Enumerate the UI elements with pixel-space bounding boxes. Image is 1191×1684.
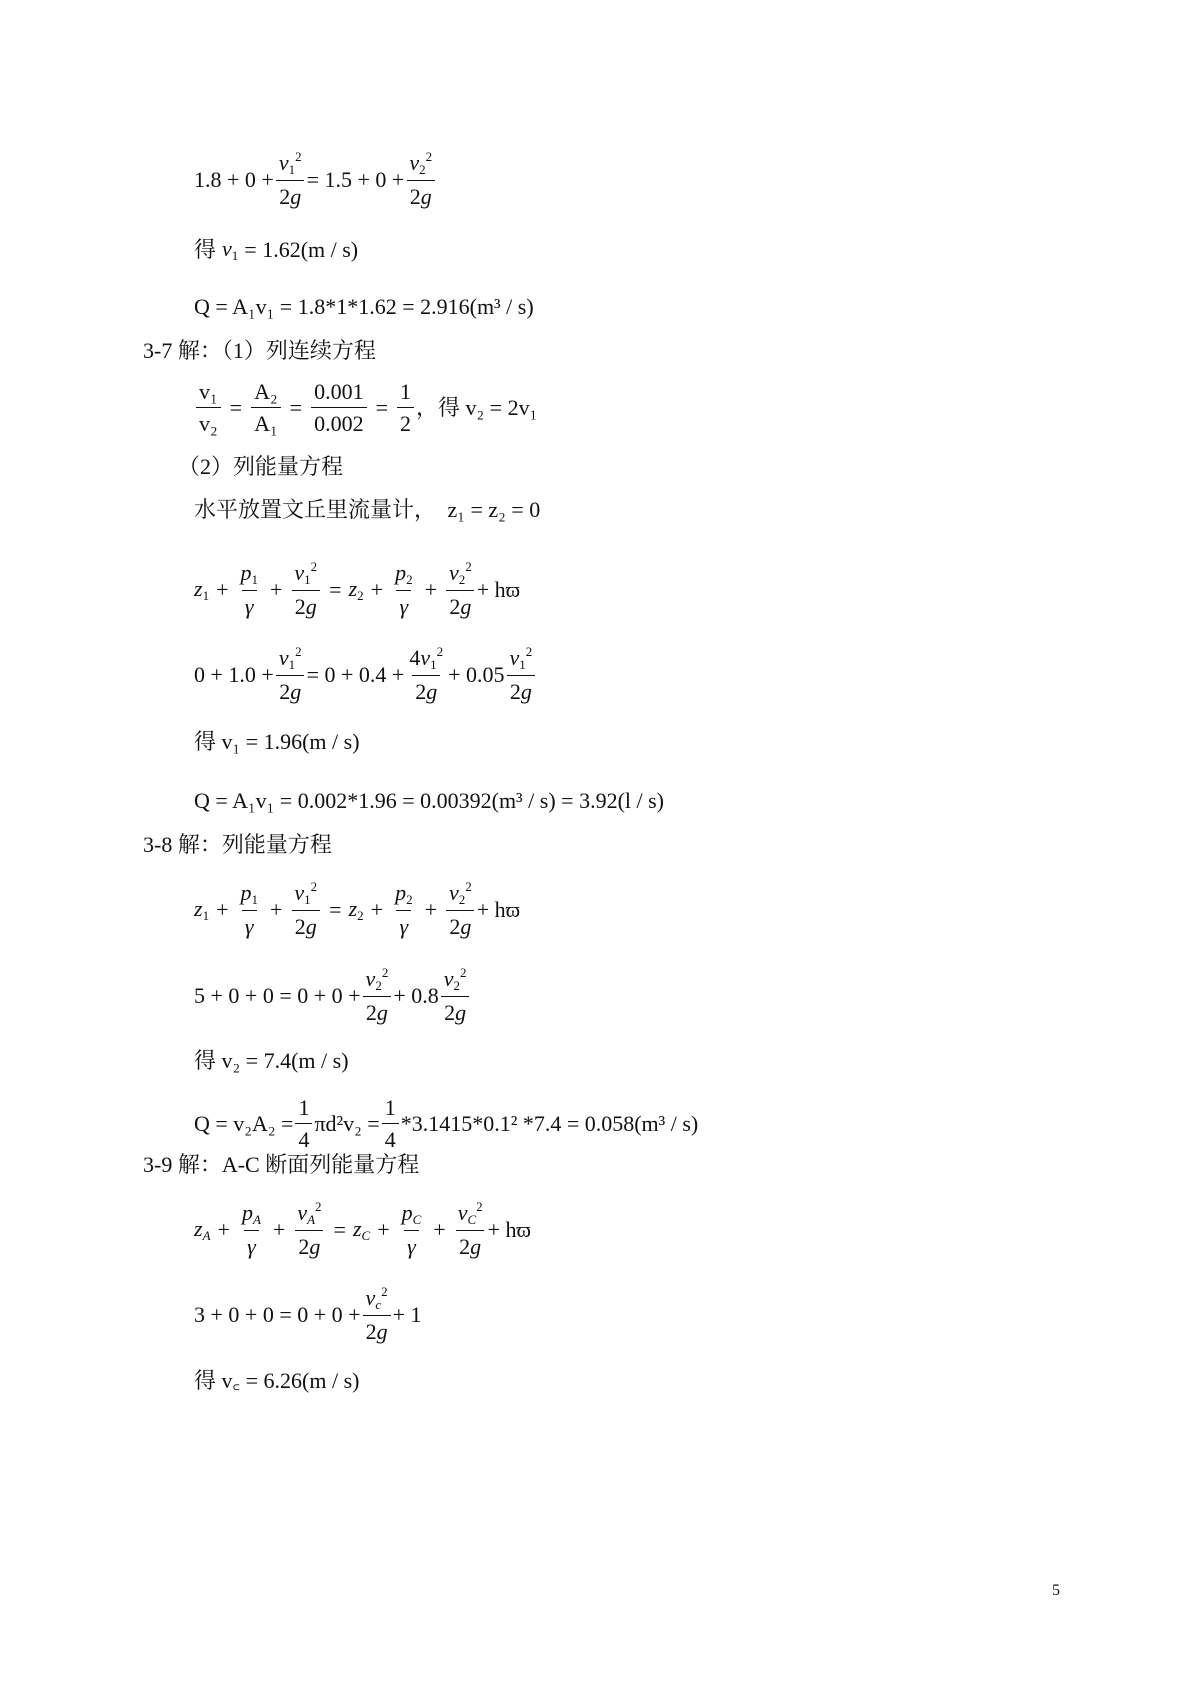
- fraction-v1-squared-over-2g: $\frac{v_1^2}{2g}$: [276, 150, 305, 209]
- bernoulli-numeric-3-7: 0 + 1.0 + $\frac{v_1^2}{2g}$ = 0 + 0.4 + $\frac{4v_1^2}{2g}$ + 0.05 $\frac{v_1^2}{2g}$: [194, 645, 537, 704]
- head-loss-term: + hϖ: [476, 896, 521, 922]
- result-vc-3-9: 得 v꜀ = 6.26(m / s): [194, 1368, 360, 1393]
- fraction-area-values: $\frac{0.001}{0.002}$: [311, 380, 367, 436]
- result-prefix: 得: [194, 237, 217, 262]
- fraction-one-half: $\frac{1}{2}$: [397, 380, 414, 436]
- continuity-result: ，得 v₂ = 2v₁: [416, 395, 538, 421]
- result-v1-3-7: 得 v₁ = 1.96(m / s): [194, 729, 360, 754]
- head-loss-term: + hϖ: [487, 1216, 532, 1242]
- eq1-rhs-const: = 1.5 + 0 +: [306, 166, 405, 192]
- continuity-equation: $\frac{\text{v₁}}{\text{v₂}}$ = $\frac{\text{A₂}}{\text{A₁}}$ = $\frac{0.001}{0.002}$ = $\frac{1}{2}$ ，得 v₂ = 2v₁: [194, 380, 537, 436]
- result-v2-3-8: 得 v₂ = 7.4(m / s): [194, 1048, 349, 1073]
- bernoulli-general-3-9: $z_A$ + $\frac{p_A}{\gamma}$ + $\frac{v_A^2}{2g}$ = $z_C$ + $\frac{p_C}{\gamma}$ + $\frac{v_C^2}{2g}$ + hϖ: [194, 1199, 532, 1260]
- equation-bernoulli-3-6: [194, 150, 437, 209]
- fraction-v2-squared-over-2g: $\frac{v_2^2}{2g}$: [406, 150, 435, 209]
- bernoulli-general-3-7: $z_1$ + $\frac{p_1}{\gamma}$ + $\frac{v_1^2}{2g}$ = $z_2$ + $\frac{p_2}{\gamma}$ + $\frac{v_2^2}{2g}$ + hϖ: [194, 559, 521, 620]
- head-loss-term: + hϖ: [476, 576, 521, 602]
- heading-3-7: 3-7 解：（1）列连续方程: [143, 338, 376, 363]
- result-v1-3-6: 得 $v_1$ = 1.62(m / s): [194, 236, 359, 263]
- bernoulli-general-3-8: $z_1$ + $\frac{p_1}{\gamma}$ + $\frac{v_1^2}{2g}$ = $z_2$ + $\frac{p_2}{\gamma}$ + $\frac{v_2^2}{2g}$ + hϖ: [194, 879, 521, 940]
- flow-rate-3-7: Q = A₁v₁ = 0.002*1.96 = 0.00392(m³ / s) = 3.92(l / s): [194, 788, 665, 813]
- venturi-statement: 水平放置文丘里流量计， z₁ = z₂ = 0: [194, 497, 541, 522]
- heading-3-9: 3-9 解：A-C 断面列能量方程: [143, 1152, 420, 1177]
- heading-3-8: 3-8 解：列能量方程: [143, 832, 332, 857]
- result-value: = 1.62(m / s): [244, 237, 359, 262]
- fraction-v1-v2: $\frac{\text{v₁}}{\text{v₂}}$: [196, 380, 221, 436]
- fraction-a2-a1: $\frac{\text{A₂}}{\text{A₁}}$: [251, 380, 281, 436]
- flow-rate-3-6: Q = A₁v₁ = 1.8*1*1.62 = 2.916(m³ / s): [194, 294, 534, 319]
- page-number: 5: [1052, 1582, 1060, 1599]
- bernoulli-numeric-3-9: 3 + 0 + 0 = 0 + 0 + $\frac{v_c^2}{2g}$ + 1: [194, 1284, 422, 1345]
- flow-rate-3-8: Q = v₂A₂ = $\frac{1}{4}$ πd²v₂ = $\frac{1}{4}$ *3.1415*0.1² *7.4 = 0.058(m³ / s): [194, 1095, 699, 1153]
- subheading-energy-equation: （2）列能量方程: [178, 454, 344, 479]
- eq1-lhs-const: 1.8 + 0 +: [194, 166, 274, 192]
- bernoulli-numeric-3-8: 5 + 0 + 0 = 0 + 0 + $\frac{v_2^2}{2g}$ + 0.8 $\frac{v_2^2}{2g}$: [194, 966, 472, 1025]
